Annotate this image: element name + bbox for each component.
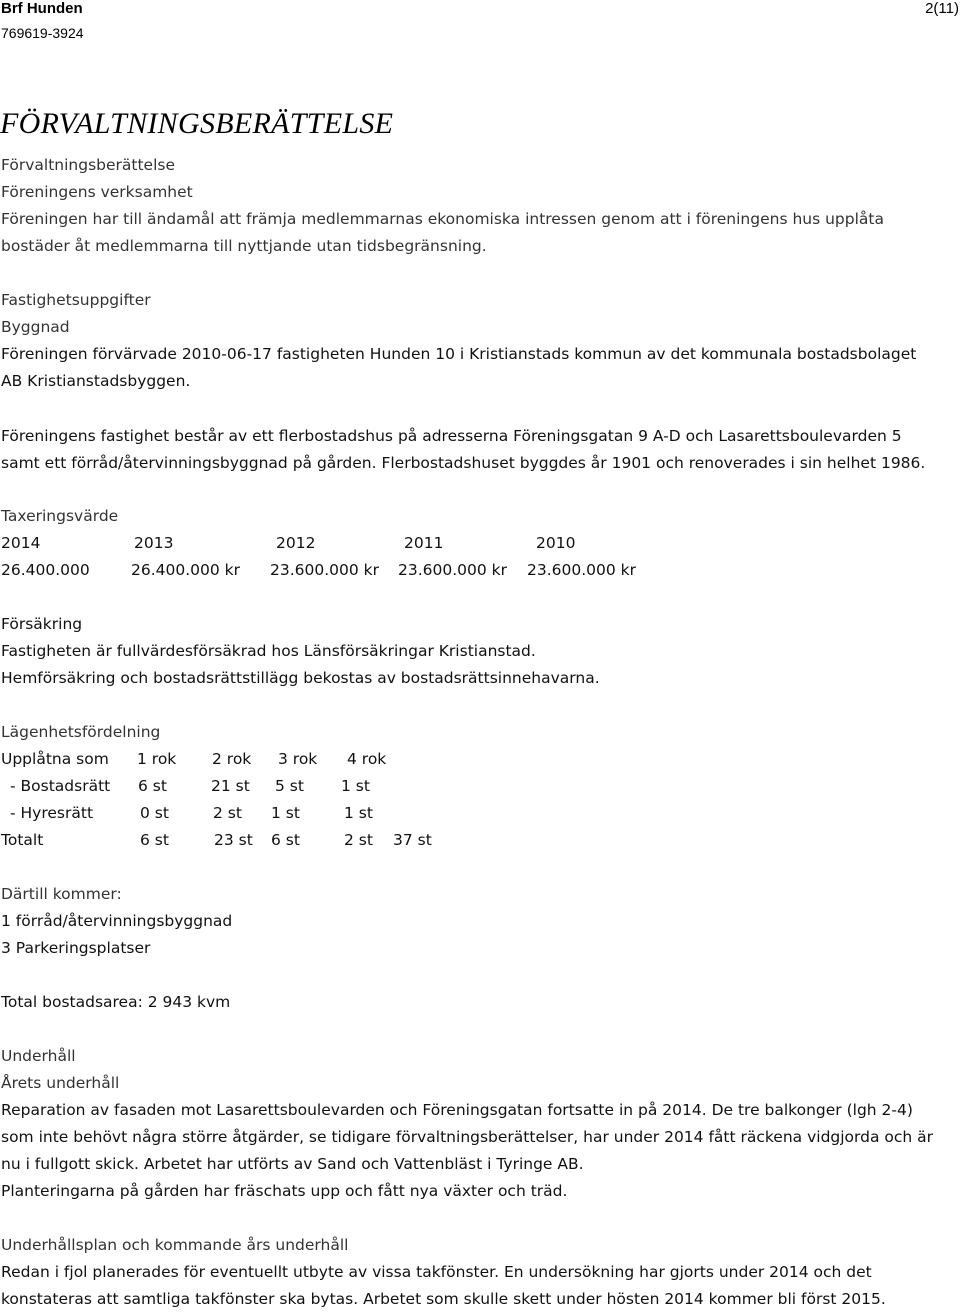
- table-cell: - Bostadsrätt: [10, 777, 111, 795]
- table-cell: 4 rok: [347, 750, 387, 768]
- list-item: 1 förråd/återvinningsbyggnad: [1, 912, 233, 930]
- total-living-area: Total bostadsarea: 2 943 kvm: [1, 993, 231, 1011]
- table-cell: Upplåtna som: [1, 750, 109, 768]
- page-number: 2(11): [925, 0, 959, 17]
- organization-number: 769619-3924: [1, 25, 84, 41]
- paragraph-line: Fastigheten är fullvärdesförsäkrad hos Länsförsäkringar Kristianstad.: [1, 642, 536, 660]
- table-cell: 6 st: [140, 831, 169, 849]
- section-heading-taxeringsvarde: Taxeringsvärde: [1, 507, 119, 525]
- paragraph-line: Föreningen har till ändamål att främja medlemmarnas ekonomiska intressen genom att i föreningens hus upplåta: [1, 210, 884, 228]
- section-heading-fastighetsuppgifter: Fastighetsuppgifter: [1, 291, 151, 309]
- paragraph-line: bostäder åt medlemmarna till nyttjande utan tidsbegränsning.: [1, 237, 487, 255]
- tax-year: 2010: [536, 534, 576, 552]
- paragraph-line: Föreningen förvärvade 2010-06-17 fastigheten Hunden 10 i Kristianstads kommun av det kommunala bostadsbolaget: [1, 345, 917, 363]
- paragraph-line: Hemförsäkring och bostadsrättstillägg bekostas av bostadsrättsinnehavarna.: [1, 669, 600, 687]
- tax-year: 2012: [276, 534, 316, 552]
- paragraph-line: Planteringarna på gården har fräschats upp och fått nya växter och träd.: [1, 1182, 568, 1200]
- association-name: Brf Hunden: [1, 0, 83, 17]
- paragraph-line: nu i fullgott skick. Arbetet har utförts av Sand och Vattenbläst i Tyringe AB.: [1, 1155, 584, 1173]
- table-cell: 37 st: [393, 831, 432, 849]
- paragraph-line: samt ett förråd/återvinningsbyggnad på gården. Flerbostadshuset byggdes år 1901 och renoverades i sin helhet 1986.: [1, 454, 926, 472]
- tax-value: 23.600.000 kr: [398, 561, 508, 579]
- table-cell: - Hyresrätt: [10, 804, 94, 822]
- section-heading-lagenhetsfordelning: Lägenhetsfördelning: [1, 723, 161, 741]
- tax-value: 26.400.000 kr: [131, 561, 241, 579]
- tax-year: 2014: [1, 534, 41, 552]
- table-cell: 3 rok: [278, 750, 318, 768]
- table-cell: 0 st: [140, 804, 169, 822]
- table-cell: 1 st: [271, 804, 300, 822]
- table-cell: Totalt: [1, 831, 44, 849]
- table-cell: 1 st: [344, 804, 373, 822]
- list-item: 3 Parkeringsplatser: [1, 939, 151, 957]
- table-cell: 2 rok: [212, 750, 252, 768]
- subheading-byggnad: Byggnad: [1, 318, 70, 336]
- table-cell: 2 st: [344, 831, 373, 849]
- tax-value: 26.400.000: [1, 561, 90, 579]
- paragraph-line: konstateras att samtliga takfönster ska bytas. Arbetet som skulle skett under hösten 2014 kommer bli först 2015.: [1, 1290, 886, 1308]
- section-heading-forsakring: Försäkring: [1, 615, 83, 633]
- table-cell: 6 st: [271, 831, 300, 849]
- table-cell: 1 rok: [137, 750, 177, 768]
- table-cell: 1 st: [341, 777, 370, 795]
- table-cell: 5 st: [275, 777, 304, 795]
- paragraph-line: Reparation av fasaden mot Lasarettsboulevarden och Föreningsgatan fortsatte in på 2014. De tre balkonger (lgh 2-4): [1, 1101, 913, 1119]
- tax-value: 23.600.000 kr: [527, 561, 637, 579]
- subheading-foreningens-verksamhet: Föreningens verksamhet: [1, 183, 193, 201]
- section-heading-dartill-kommer: Därtill kommer:: [1, 885, 122, 903]
- table-cell: 21 st: [211, 777, 250, 795]
- section-heading-underhallsplan: Underhållsplan och kommande års underhåll: [1, 1236, 349, 1254]
- section-heading-forvaltningsberattelse: Förvaltningsberättelse: [1, 156, 175, 174]
- tax-year: 2013: [134, 534, 174, 552]
- table-cell: 2 st: [213, 804, 242, 822]
- table-cell: 6 st: [138, 777, 167, 795]
- paragraph-line: Redan i fjol planerades för eventuellt utbyte av vissa takfönster. En undersökning har gjorts under 2014 och det: [1, 1263, 872, 1281]
- paragraph-line: Föreningens fastighet består av ett flerbostadshus på adresserna Föreningsgatan 9 A-D och Lasarettsboulevarden 5: [1, 427, 902, 445]
- table-cell: 23 st: [214, 831, 253, 849]
- paragraph-line: AB Kristianstadsbyggen.: [1, 372, 191, 390]
- subheading-arets-underhall: Årets underhåll: [1, 1074, 120, 1092]
- tax-value: 23.600.000 kr: [270, 561, 380, 579]
- section-heading-underhall: Underhåll: [1, 1047, 76, 1065]
- paragraph-line: som inte behövt några större åtgärder, se tidigare förvaltningsberättelser, har under 2014 fått räckena vidgjorda och är: [1, 1128, 934, 1146]
- tax-year: 2011: [404, 534, 444, 552]
- document-title: FÖRVALTNINGSBERÄTTELSE: [0, 107, 394, 140]
